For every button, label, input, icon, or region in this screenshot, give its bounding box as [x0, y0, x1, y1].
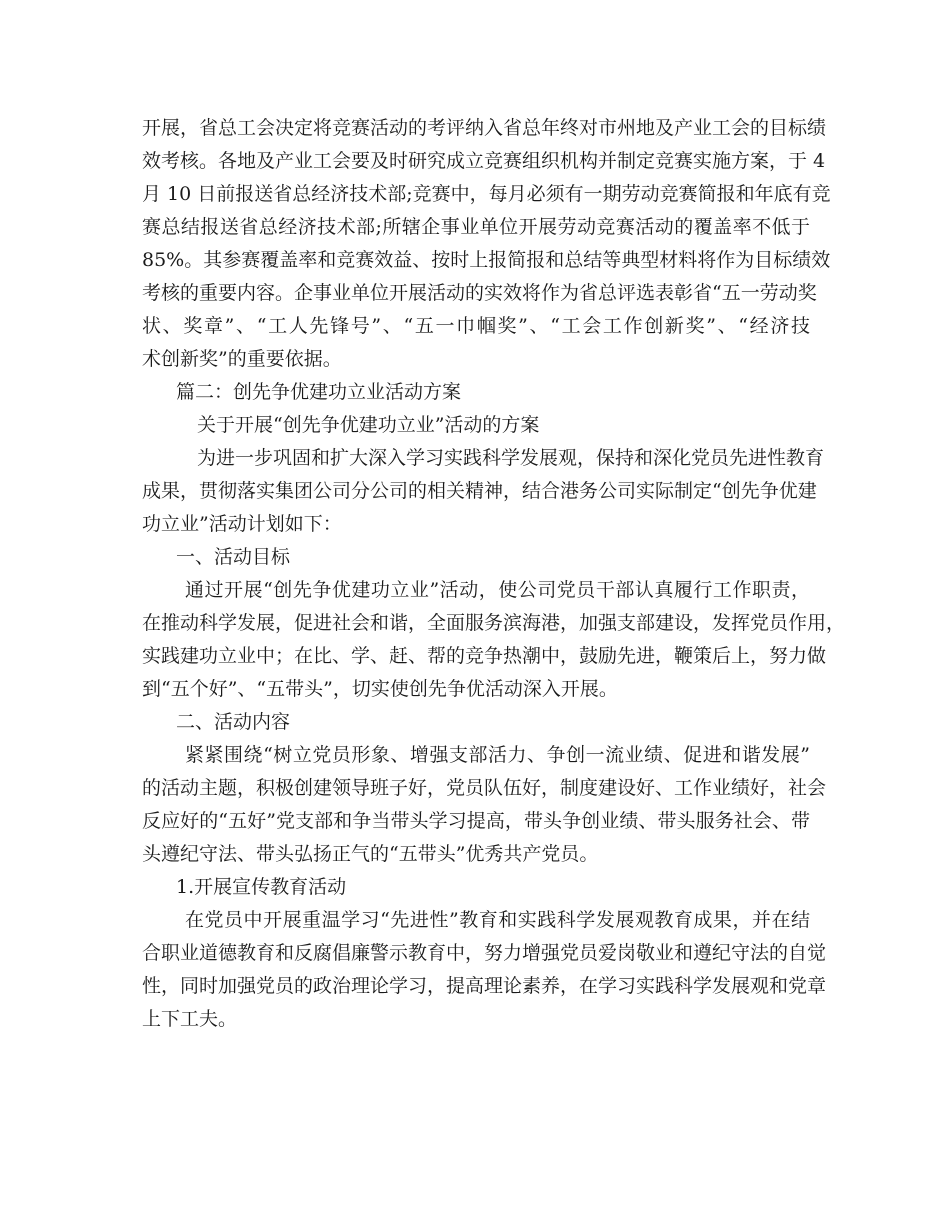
text-line: 在推动科学发展，促进社会和谐，全面服务滨海港，加强支部建设，发挥党员作用，	[142, 612, 846, 634]
section-heading: 一、活动目标	[176, 546, 291, 568]
text-line: 状、奖章”、“工人先锋号”、“五一巾帼奖”、“工会工作创新奖”、“经济技	[142, 315, 810, 337]
text-line: 实践建功立业中；在比、学、赶、帮的竞争热潮中，鼓励先进，鞭策后上，努力做	[142, 645, 827, 667]
section-heading: 篇二：创先争优建功立业活动方案	[176, 381, 462, 403]
text-line: 成果，贯彻落实集团公司分公司的相关精神，结合港务公司实际制定“创先争优建	[142, 480, 817, 502]
text-line: 月 10 日前报送省总经济技术部;竞赛中，每月必须有一期劳动竞赛简报和年底有竞	[142, 183, 831, 205]
text-line: 上下工夫。	[142, 1008, 238, 1030]
text-line: 在党员中开展重温学习“先进性”教育和实践科学发展观教育成果，并在结	[185, 909, 810, 931]
text-line: 反应好的“五好”党支部和争当带头学习提高，带头争创业绩、带头服务社会、带	[142, 810, 810, 832]
text-line: 考核的重要内容。企事业单位开展活动的实效将作为省总评选表彰省“五一劳动奖	[142, 282, 817, 304]
text-line: 开展，省总工会决定将竞赛活动的考评纳入省总年终对市州地及产业工会的目标绩	[142, 117, 827, 139]
text-line: 术创新奖”的重要依据。	[142, 348, 342, 370]
text-line: 为进一步巩固和扩大深入学习实践科学发展观，保持和深化党员先进性教育	[197, 447, 825, 469]
text-line: 的活动主题，积极创建领导班子好，党员队伍好，制度建设好、工作业绩好，社会	[142, 777, 827, 799]
text-line: 功立业”活动计划如下：	[142, 513, 342, 535]
text-line: 头遵纪守法、带头弘扬正气的“五带头”优秀共产党员。	[142, 843, 599, 865]
text-line: 合职业道德教育和反腐倡廉警示教育中，努力增强党员爱岗敬业和遵纪守法的自觉	[142, 942, 827, 964]
text-line: 紧紧围绕“树立党员形象、增强支部活力、争创一流业绩、促进和谐发展”	[185, 744, 810, 766]
section-heading: 二、活动内容	[176, 711, 291, 733]
text-line: 效考核。各地及产业工会要及时研究成立竞赛组织机构并制定竞赛实施方案，于 4	[142, 150, 826, 172]
text-line: 性，同时加强党员的政治理论学习，提高理论素养，在学习实践科学发展观和党章	[142, 975, 827, 997]
text-line: 赛总结报送省总经济技术部;所辖企事业单位开展劳动竞赛活动的覆盖率不低于	[142, 216, 810, 238]
text-line: 通过开展“创先争优建功立业”活动，使公司党员干部认真履行工作职责，	[185, 579, 810, 601]
text-line: 85%。其参赛覆盖率和竞赛效益、按时上报简报和总结等典型材料将作为目标绩效	[142, 249, 831, 271]
text-line: 到“五个好”、“五带头”，切实使创先争优活动深入开展。	[142, 678, 618, 700]
section-heading: 1.开展宣传教育活动	[176, 876, 347, 898]
document-title: 关于开展“创先争优建功立业”活动的方案	[197, 414, 540, 436]
